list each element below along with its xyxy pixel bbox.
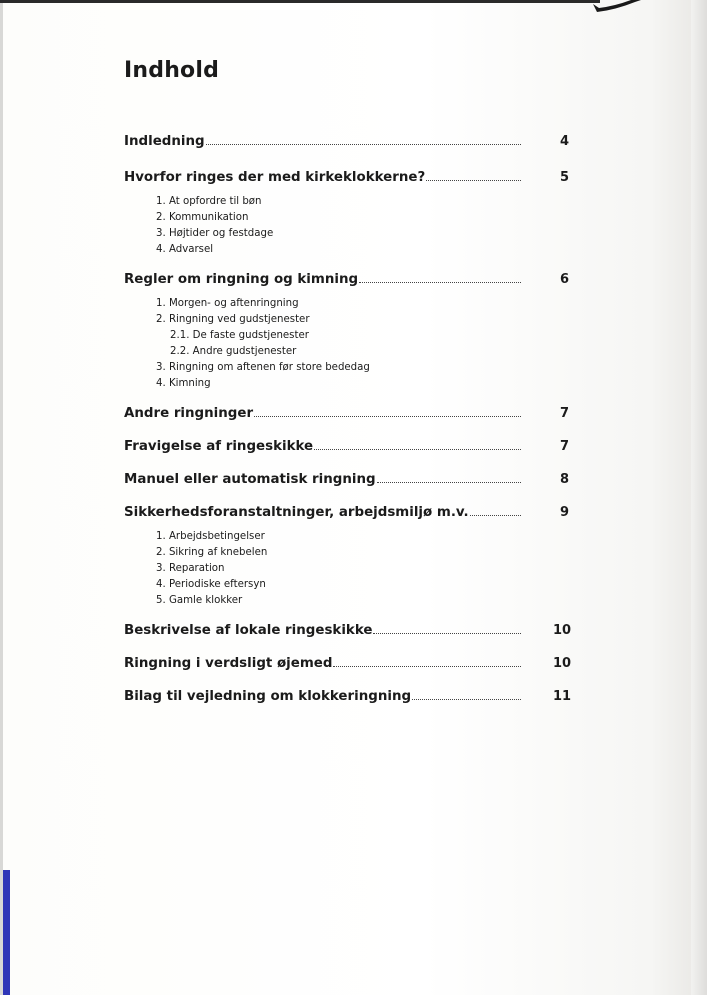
toc-page-number: 6 (559, 272, 569, 287)
subsection-item[interactable]: 2. Ringning ved gudstjenester (156, 314, 310, 325)
corner-mark-icon (591, 0, 643, 14)
toc-page-number: 5 (559, 170, 569, 185)
subsection-item[interactable]: 1. Arbejdsbetingelser (156, 531, 265, 542)
toc-entry-bilag (124, 689, 572, 704)
toc-entry-beskrivelse (124, 623, 572, 638)
toc-entry-title[interactable]: Andre ringninger (124, 406, 254, 421)
toc-entry-title[interactable]: Beskrivelse af lokale ringeskikke (124, 623, 373, 638)
leader-dots (426, 179, 521, 181)
subsection-item[interactable]: 2. Kommunikation (156, 212, 249, 223)
toc-entry-title[interactable]: Sikkerhedsforanstaltninger, arbejdsmiljø m.v. (124, 505, 469, 520)
leader-dots (412, 698, 521, 700)
toc-entry-title[interactable]: Manuel eller automatisk ringning (124, 472, 376, 487)
page-title: Indhold (124, 58, 220, 83)
toc-entry-title[interactable]: Regler om ringning og kimning (124, 272, 359, 287)
toc-page-number: 7 (559, 439, 569, 454)
leader-dots (314, 448, 521, 450)
leader-dots (470, 514, 521, 516)
leader-dots (359, 281, 521, 283)
page-top-edge (0, 0, 600, 3)
leader-dots (254, 415, 521, 417)
leader-dots (333, 665, 521, 667)
leader-dots (206, 143, 521, 145)
page-left-edge (0, 0, 3, 995)
page-right-edge (691, 0, 707, 995)
toc-entry-sikkerhed (124, 505, 569, 609)
toc-entry-title[interactable]: Bilag til vejledning om klokkeringning (124, 689, 412, 704)
toc-entry-hvorfor (124, 170, 569, 258)
leader-dots (377, 481, 521, 483)
toc-entry-manuel (124, 472, 569, 487)
subsection-list (156, 194, 569, 258)
toc-page-number: 4 (559, 134, 569, 149)
subsection-item[interactable]: 3. Højtider og festdage (156, 228, 274, 239)
toc-page-number: 11 (553, 689, 572, 704)
subsection-item[interactable]: 1. Morgen- og aftenringning (156, 298, 299, 309)
table-of-contents (124, 134, 572, 704)
subsection-item[interactable]: 4. Advarsel (156, 244, 214, 255)
subsection-item[interactable]: 2.2. Andre gudstjenester (170, 346, 297, 357)
toc-page-number: 8 (559, 472, 569, 487)
subsection-item[interactable]: 4. Periodiske eftersyn (156, 579, 266, 590)
toc-entry-verdsligt (124, 656, 572, 671)
subsection-item[interactable]: 2.1. De faste gudstjenester (170, 330, 309, 341)
subsection-item[interactable]: 2. Sikring af knebelen (156, 547, 268, 558)
subsection-item[interactable]: 3. Reparation (156, 563, 225, 574)
toc-entry-indledning (124, 134, 569, 149)
toc-page-number: 7 (559, 406, 569, 421)
toc-entry-title[interactable]: Hvorfor ringes der med kirkeklokkerne? (124, 170, 426, 185)
subsection-list (156, 529, 569, 609)
subsection-item[interactable]: 4. Kimning (156, 378, 211, 389)
toc-entry-title[interactable]: Indledning (124, 134, 205, 149)
toc-entry-title[interactable]: Fravigelse af ringeskikke (124, 439, 314, 454)
subsection-list (156, 296, 569, 392)
toc-page-number: 10 (553, 623, 572, 638)
leader-dots (373, 632, 521, 634)
toc-page-number: 10 (553, 656, 572, 671)
subsection-item[interactable]: 3. Ringning om aftenen før store bededag (156, 362, 370, 373)
subsection-item[interactable]: 1. At opfordre til bøn (156, 196, 262, 207)
toc-entry-title[interactable]: Ringning i verdsligt øjemed (124, 656, 333, 671)
toc-entry-regler (124, 272, 569, 392)
toc-page-number: 9 (559, 505, 569, 520)
subsection-item[interactable]: 5. Gamle klokker (156, 595, 243, 606)
toc-entry-fravigelse (124, 439, 569, 454)
blue-binding-stripe (3, 870, 10, 995)
toc-entry-andre (124, 406, 569, 421)
